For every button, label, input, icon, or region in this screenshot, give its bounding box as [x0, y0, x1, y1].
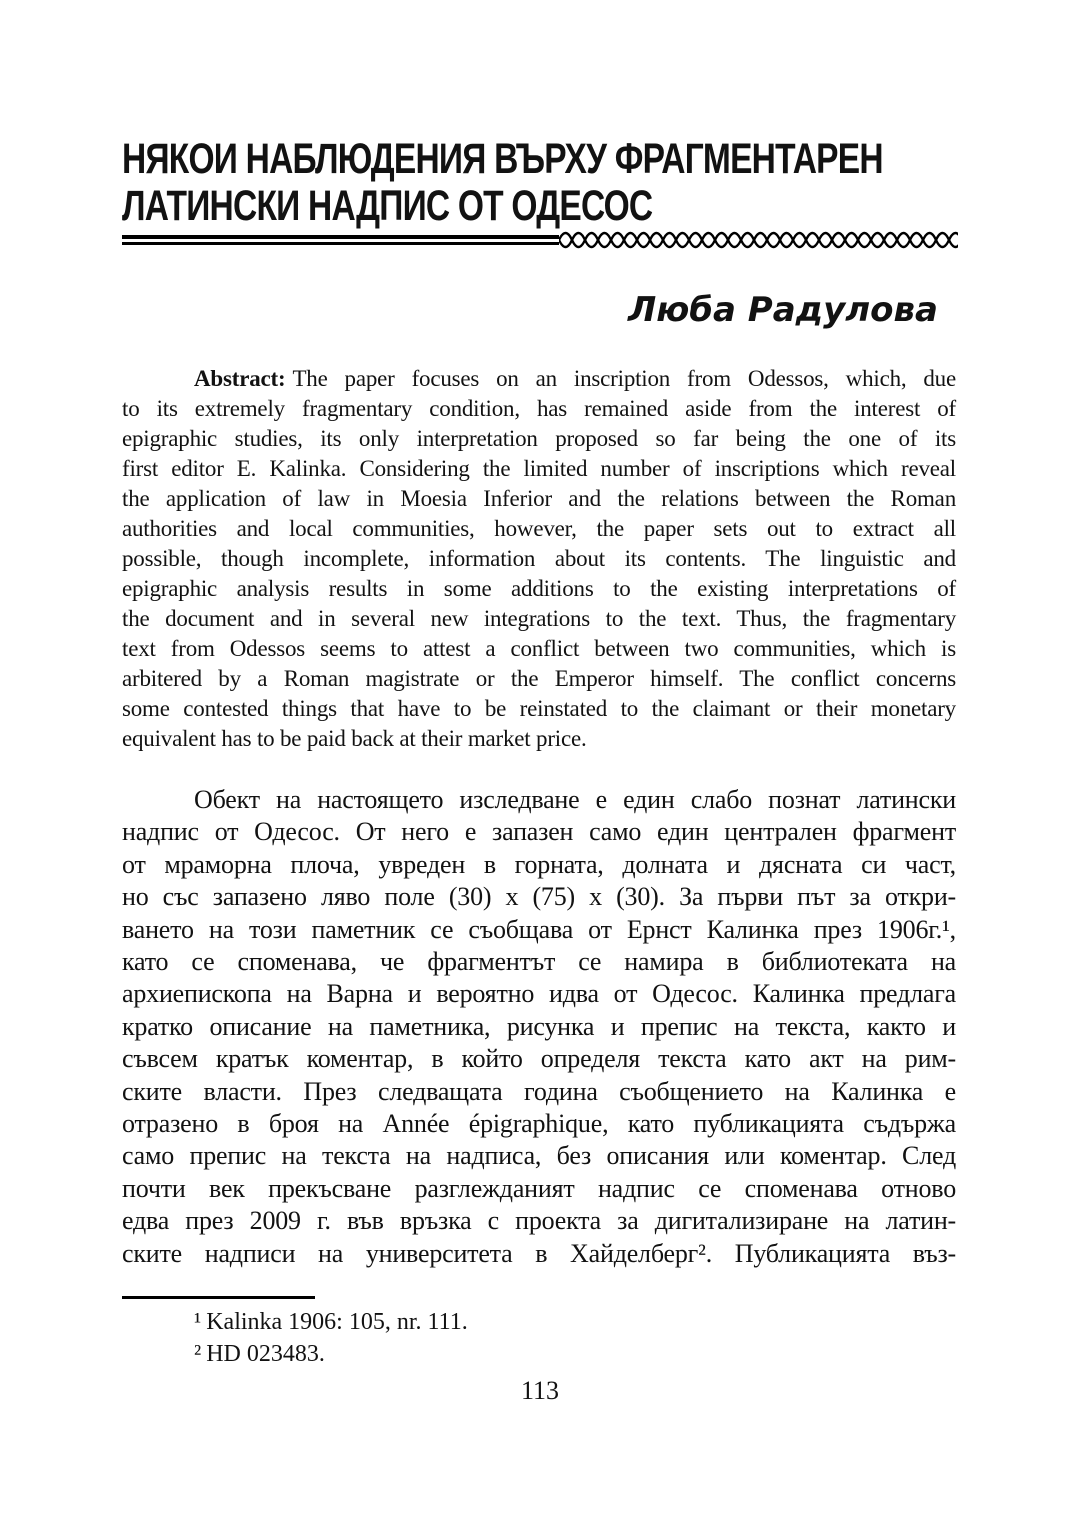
section-divider: [122, 231, 958, 249]
text-line: само препис на текста на надписа, без описания или коментар. След: [122, 1141, 956, 1171]
page-number: 113: [520, 1376, 560, 1405]
text-line: съвсем кратък коментар, в който определя текста като акт на рим-: [122, 1044, 956, 1074]
article-title: [122, 136, 982, 230]
text-line: като се споменава, че фрагментът се намира в библиотеката на: [122, 947, 956, 977]
text-line: epigraphic analysis results in some additions to the existing interpretations of: [122, 576, 956, 601]
text-line: to its extremely fragmentary condition, has remained aside from the interest of: [122, 396, 956, 421]
double-rule: [122, 235, 559, 245]
footnotes: [122, 1306, 956, 1370]
footnote-2: [122, 1338, 956, 1370]
text-line: почти век прекъсване разглежданият надпис се споменава отново: [122, 1173, 956, 1203]
footnote-2-text: HD 023483.: [206, 1341, 325, 1367]
body-paragraph: [122, 784, 956, 1270]
abstract-first-line: [122, 364, 956, 394]
text-line: the document and in several new integrations to the text. Thus, the fragmentary: [122, 606, 956, 631]
text-line: кратко описание на паметника, рисунка и препис на текста, както и: [122, 1011, 956, 1041]
article-title-line-2-text: ЛАТИНСКИ НАДПИС ОТ ОДЕСОС: [122, 182, 653, 230]
text-line: the application of law in Moesia Inferior and the relations between the Roman: [122, 486, 956, 511]
text-line: text from Odessos seems to attest a conflict between two communities, which is: [122, 636, 956, 661]
article-title-line-1-text: НЯКОИ НАБЛЮДЕНИЯ ВЪРХУ ФРАГМЕНТАРЕН: [122, 135, 883, 183]
footnote-1-marker: ¹: [194, 1309, 202, 1335]
text-line: архиепископа на Варна и вероятно идва от Одесос. Калинка предлага: [122, 979, 956, 1009]
article-title-line-2: [122, 183, 982, 230]
text-line: epigraphic studies, its only interpretation proposed so far being the one of its: [122, 426, 956, 451]
footnote-rule: [122, 1296, 315, 1299]
abstract-paragraph: [122, 364, 956, 754]
text-line: надпис от Одесос. От него е запазен само един централен фрагмент: [122, 817, 956, 847]
text-line: отразено в броя на Année épigraphique, като публикацията съдържа: [122, 1109, 956, 1139]
text-line: authorities and local communities, however, the paper sets out to extract all: [122, 516, 956, 541]
text-line: ските надписи на университета в Хайделберг². Публикацията въз-: [122, 1238, 956, 1268]
text-line: possible, though incomplete, information about its contents. The linguistic and: [122, 546, 956, 571]
abstract-last-line: equivalent has to be paid back at their market price.: [122, 726, 587, 751]
text-line: first editor E. Kalinka. Considering the limited number of inscriptions which reveal: [122, 456, 956, 481]
text-line: ването на този паметник се съобщава от Ернст Калинка през 1906г.¹,: [122, 914, 956, 944]
footnote-1-text: Kalinka 1906: 105, nr. 111.: [206, 1309, 468, 1335]
text-line: ските власти. През следващата година съобщението на Калинка е: [122, 1076, 956, 1106]
text-line: some contested things that have to be reinstated to the claimant or their monetary: [122, 696, 956, 721]
text-line: arbitered by a Roman magistrate or the Emperor himself. The conflict concerns: [122, 666, 956, 691]
braid-ornament: [559, 231, 958, 249]
text-line: от мраморна плоча, увреден в горната, долната и дясната си част,: [122, 849, 956, 879]
text-line: Обект на настоящето изследване е един слабо познат латински: [194, 785, 956, 814]
article-title-line-1: [122, 136, 982, 183]
abstract-first-line-text: The paper focuses on an inscription from Odessos, which, due: [292, 366, 956, 391]
text-line: но със запазено ляво поле (30) x (75) x (30). За първи път за откри-: [122, 882, 956, 912]
abstract-lines: [122, 394, 956, 724]
abstract-label: Abstract:: [194, 366, 286, 391]
author-name: Люба Радулова: [627, 290, 938, 330]
text-line: едва през 2009 г. във връзка с проекта за дигитализиране на латин-: [122, 1206, 956, 1236]
footnote-1: [122, 1306, 956, 1338]
footnote-2-marker: ²: [194, 1341, 202, 1367]
